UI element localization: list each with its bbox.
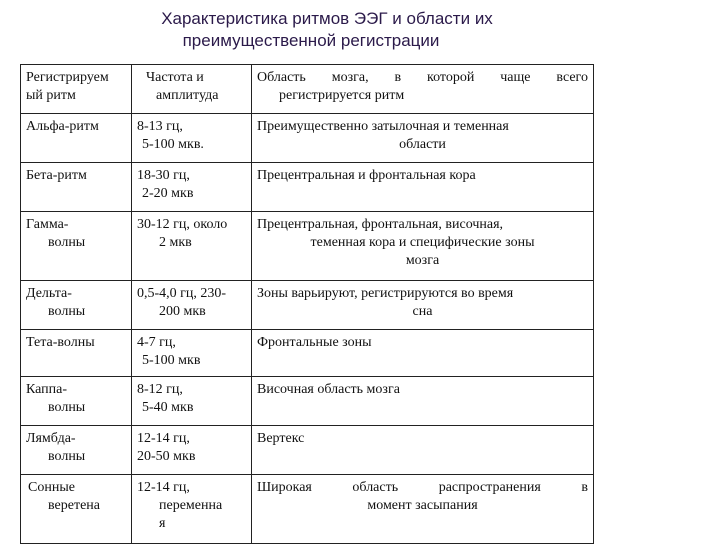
frequency-cell xyxy=(132,330,252,377)
frequency-value: 12-14 гц, xyxy=(137,480,190,495)
amplitude-value: 2 мкв xyxy=(159,235,192,250)
rhythm-name-cell xyxy=(21,377,132,426)
header-rhythm-line-2: ый ритм xyxy=(26,88,76,103)
area-text-line-1: Височная область мозга xyxy=(257,382,400,397)
header-area-word: в xyxy=(394,70,402,85)
header-area-word: мозга, xyxy=(331,70,369,85)
area-text-line-2: области xyxy=(399,137,446,152)
rhythm-name-line-1: Лямбда- xyxy=(26,431,76,446)
frequency-cell xyxy=(132,281,252,330)
area-cell xyxy=(252,163,594,212)
area-cell xyxy=(252,475,594,544)
amplitude-value: 5-100 мкв xyxy=(142,353,201,368)
area-text-line-1: Фронтальные зоны xyxy=(257,335,372,350)
rhythm-name-line-2: волны xyxy=(48,449,86,464)
frequency-value: 8-12 гц, xyxy=(137,382,183,397)
rhythm-name-line-1: Каппа- xyxy=(26,382,68,397)
eeg-rhythms-table xyxy=(20,64,594,544)
table-row xyxy=(21,212,594,281)
rhythm-name: Тета-волны xyxy=(26,335,95,350)
area-cell xyxy=(252,377,594,426)
table-row xyxy=(21,281,594,330)
frequency-cell xyxy=(132,475,252,544)
area-text-line-1 xyxy=(257,479,588,497)
amplitude-value-continued: я xyxy=(159,516,166,531)
amplitude-value: переменна xyxy=(159,498,223,513)
header-area-word: чаще xyxy=(500,70,531,85)
header-area-word: которой xyxy=(427,70,475,85)
frequency-value: 8-13 гц, xyxy=(137,119,183,134)
frequency-value: 30-12 гц, около xyxy=(137,217,228,232)
area-cell xyxy=(252,426,594,475)
header-area-word: Область xyxy=(257,70,306,85)
document-title xyxy=(0,8,720,52)
frequency-value: 18-30 гц, xyxy=(137,168,190,183)
frequency-cell xyxy=(132,212,252,281)
rhythm-name: Бета-ритм xyxy=(26,168,87,183)
rhythm-name-line-2: волны xyxy=(48,304,86,319)
amplitude-value: 20-50 мкв xyxy=(137,449,196,464)
rhythm-name-cell xyxy=(21,281,132,330)
table-row xyxy=(21,426,594,475)
rhythm-name-cell xyxy=(21,163,132,212)
area-cell xyxy=(252,281,594,330)
area-text-line-1: Преимущественно затылочная и теменная xyxy=(257,119,509,134)
table-row xyxy=(21,330,594,377)
rhythm-name-cell xyxy=(21,426,132,475)
area-cell xyxy=(252,114,594,163)
area-text-line-1: Прецентральная и фронтальная кора xyxy=(257,168,476,183)
frequency-cell xyxy=(132,377,252,426)
title-line-1: Характеристика ритмов ЭЭГ и области их xyxy=(161,9,493,28)
header-rhythm-line-1: Регистрируем xyxy=(26,70,109,85)
amplitude-value: 200 мкв xyxy=(159,304,206,319)
frequency-cell xyxy=(132,426,252,475)
rhythm-name-cell xyxy=(21,330,132,377)
header-area xyxy=(252,65,594,114)
area-word: Широкая xyxy=(257,480,312,495)
table-row xyxy=(21,163,594,212)
rhythm-name-cell xyxy=(21,212,132,281)
table-row xyxy=(21,475,594,544)
rhythm-name-line-2: волны xyxy=(48,235,86,250)
area-text-line-2: момент засыпания xyxy=(367,498,478,513)
rhythm-name-cell xyxy=(21,114,132,163)
amplitude-value: 2-20 мкв xyxy=(142,186,194,201)
rhythm-name: Альфа-ритм xyxy=(26,119,99,134)
area-text-line-2: теменная кора и специфические зоны xyxy=(310,235,535,250)
rhythm-name-line-1: Сонные xyxy=(28,480,75,495)
table-row xyxy=(21,377,594,426)
area-text-line-2: сна xyxy=(412,304,433,319)
header-frequency-line-1: Частота и xyxy=(146,70,204,85)
header-area-line-2: регистрируется ритм xyxy=(279,88,405,103)
rhythm-name-cell xyxy=(21,475,132,544)
frequency-value: 12-14 гц, xyxy=(137,431,190,446)
area-word: область xyxy=(352,480,399,495)
header-rhythm xyxy=(21,65,132,114)
header-frequency-line-2: амплитуда xyxy=(156,88,219,103)
area-cell xyxy=(252,330,594,377)
header-frequency xyxy=(132,65,252,114)
rhythm-name-line-2: волны xyxy=(48,400,86,415)
rhythm-name-line-2: веретена xyxy=(48,498,100,513)
frequency-value: 4-7 гц, xyxy=(137,335,176,350)
table-header-row xyxy=(21,65,594,114)
area-text-line-1: Вертекс xyxy=(257,431,305,446)
area-word: в xyxy=(581,480,588,495)
frequency-cell xyxy=(132,163,252,212)
area-word: распространения xyxy=(438,480,541,495)
title-line-2: преимущественной регистрации xyxy=(182,31,440,50)
header-area-line-1 xyxy=(257,69,588,87)
table-row xyxy=(21,114,594,163)
area-cell xyxy=(252,212,594,281)
amplitude-value: 5-40 мкв xyxy=(142,400,194,415)
rhythm-name-line-1: Гамма- xyxy=(26,217,69,232)
area-text-line-1: Прецентральная, фронтальная, височная, xyxy=(257,217,504,232)
frequency-cell xyxy=(132,114,252,163)
amplitude-value: 5-100 мкв. xyxy=(142,137,204,152)
area-text-line-1: Зоны варьируют, регистрируются во время xyxy=(257,286,514,301)
rhythm-name-line-1: Дельта- xyxy=(26,286,72,301)
header-area-word: всего xyxy=(556,70,588,85)
area-text-line-3: мозга xyxy=(405,253,440,268)
frequency-value: 0,5-4,0 гц, 230- xyxy=(137,286,227,301)
